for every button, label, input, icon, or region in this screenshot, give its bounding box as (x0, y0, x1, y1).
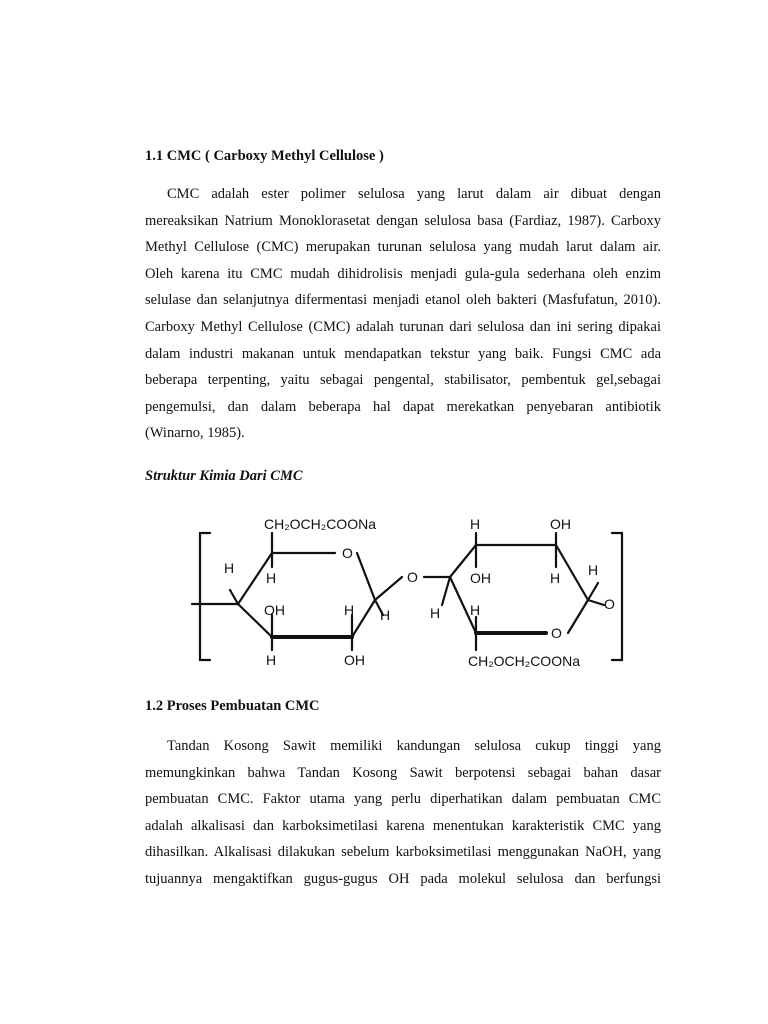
right-top-oh-label: OH (550, 516, 571, 532)
right-c6-group-label: CH₂OCH₂COONa (468, 653, 580, 669)
right-top-h-label: H (470, 516, 481, 532)
left-right-h-label: H (380, 607, 391, 623)
paragraph-line: Oleh karena itu CMC mudah dihidrolisis menjadi gula-gula sederhana oleh enzim (145, 265, 661, 282)
left-bottom-h-label: H (266, 652, 277, 668)
left-c6-group-label: CH₂OCH₂COONa (264, 516, 376, 532)
right-inner-h-label: H (470, 602, 481, 618)
section-heading-process: 1.2 Proses Pembuatan CMC (145, 698, 320, 714)
right-left-h-label: H (430, 605, 441, 621)
right-c1-h-bond (442, 577, 450, 605)
paragraph-line: memungkinkan bahwa Tandan Kosong Sawit berpotensi sebagai bahan dasar (145, 764, 661, 781)
structure-caption: Struktur Kimia Dari CMC (145, 468, 303, 484)
left-oh-label: OH (264, 602, 285, 618)
right-chain-bond (588, 600, 604, 605)
left-ring-oxygen-label: O (342, 545, 353, 561)
bridge-oxygen-label: O (407, 569, 418, 585)
right-end-oxygen-label: O (604, 596, 615, 612)
cmc-chemical-structure (180, 505, 640, 680)
paragraph-line: CMC adalah ester polimer selulosa yang larut dalam air dibuat dengan (167, 186, 661, 202)
left-ring-bottom (238, 600, 375, 637)
paragraph-cmc-definition (145, 181, 661, 447)
paragraph-cmc-process (145, 733, 661, 893)
right-outer-h-label: H (588, 562, 599, 578)
paragraph-line: dalam industri makanan untuk mendapatkan tekstur yang baik. Fungsi CMC ada (145, 345, 661, 362)
right-c2-h-bond (588, 583, 598, 600)
right-ring-bottom (450, 577, 546, 633)
paragraph-line: tujuannya mengaktifkan gugus-gugus OH pada molekul selulosa dan berfungsi (145, 870, 661, 887)
left-bracket (200, 533, 210, 660)
paragraph-line: Tandan Kosong Sawit memiliki kandungan selulosa cukup tinggi yang (167, 738, 661, 754)
right-ring-right-bottom (568, 600, 588, 633)
right-oh-label: OH (470, 570, 491, 586)
paragraph-line: beberapa terpenting, yaitu sebagai pengental, stabilisator, pembentuk gel,sebagai (145, 372, 661, 389)
left-ring-top (238, 553, 335, 604)
paragraph-line: mereaksikan Natrium Monoklorasetat dengan selulosa basa (Fardiaz, 1987). Carboxy (145, 212, 661, 229)
right-ring-right (556, 545, 588, 600)
left-ring-right-top (357, 553, 375, 600)
right-mid-h-label: H (550, 570, 561, 586)
left-bottom-oh-label: OH (344, 652, 365, 668)
paragraph-line: selulase dan selanjutnya difermentasi menjadi etanol oleh bakteri (Masfufatun, 2010). (145, 292, 661, 309)
paragraph-line: (Winarno, 1985). (145, 425, 245, 442)
paragraph-line: dihasilkan. Alkalisasi dilakukan sebelum karboksimetilasi menggunakan NaOH, yang (145, 844, 661, 861)
paragraph-line: pembuatan CMC. Faktor utama yang perlu diperhatikan dalam pembuatan CMC (145, 791, 661, 808)
right-ring-top (450, 545, 556, 577)
left-c4-h-bond (230, 590, 238, 604)
section-heading-cmc: 1.1 CMC ( Carboxy Methyl Cellulose ) (145, 148, 384, 164)
paragraph-line: Carboxy Methyl Cellulose (CMC) adalah turunan dari selulosa dan ini sering dipakai (145, 318, 661, 335)
paragraph-line: Methyl Cellulose (CMC) merupakan turunan selulosa yang mudah larut dalam air. (145, 239, 661, 256)
cmc-structure-diagram (180, 505, 640, 680)
right-ring-oxygen-label: O (551, 625, 562, 641)
left-inner-h-label: H (266, 570, 277, 586)
left-outer-h-label: H (224, 560, 235, 576)
bridge-bond-left (375, 577, 402, 600)
paragraph-line: pengemulsi, dan dalam beberapa hal dapat merekatkan penyebaran antibiotik (145, 398, 661, 415)
left-mid-h-label: H (344, 602, 355, 618)
paragraph-line: adalah alkalisasi dan karboksimetilasi karena menentukan karakteristik CMC yang (145, 817, 661, 834)
